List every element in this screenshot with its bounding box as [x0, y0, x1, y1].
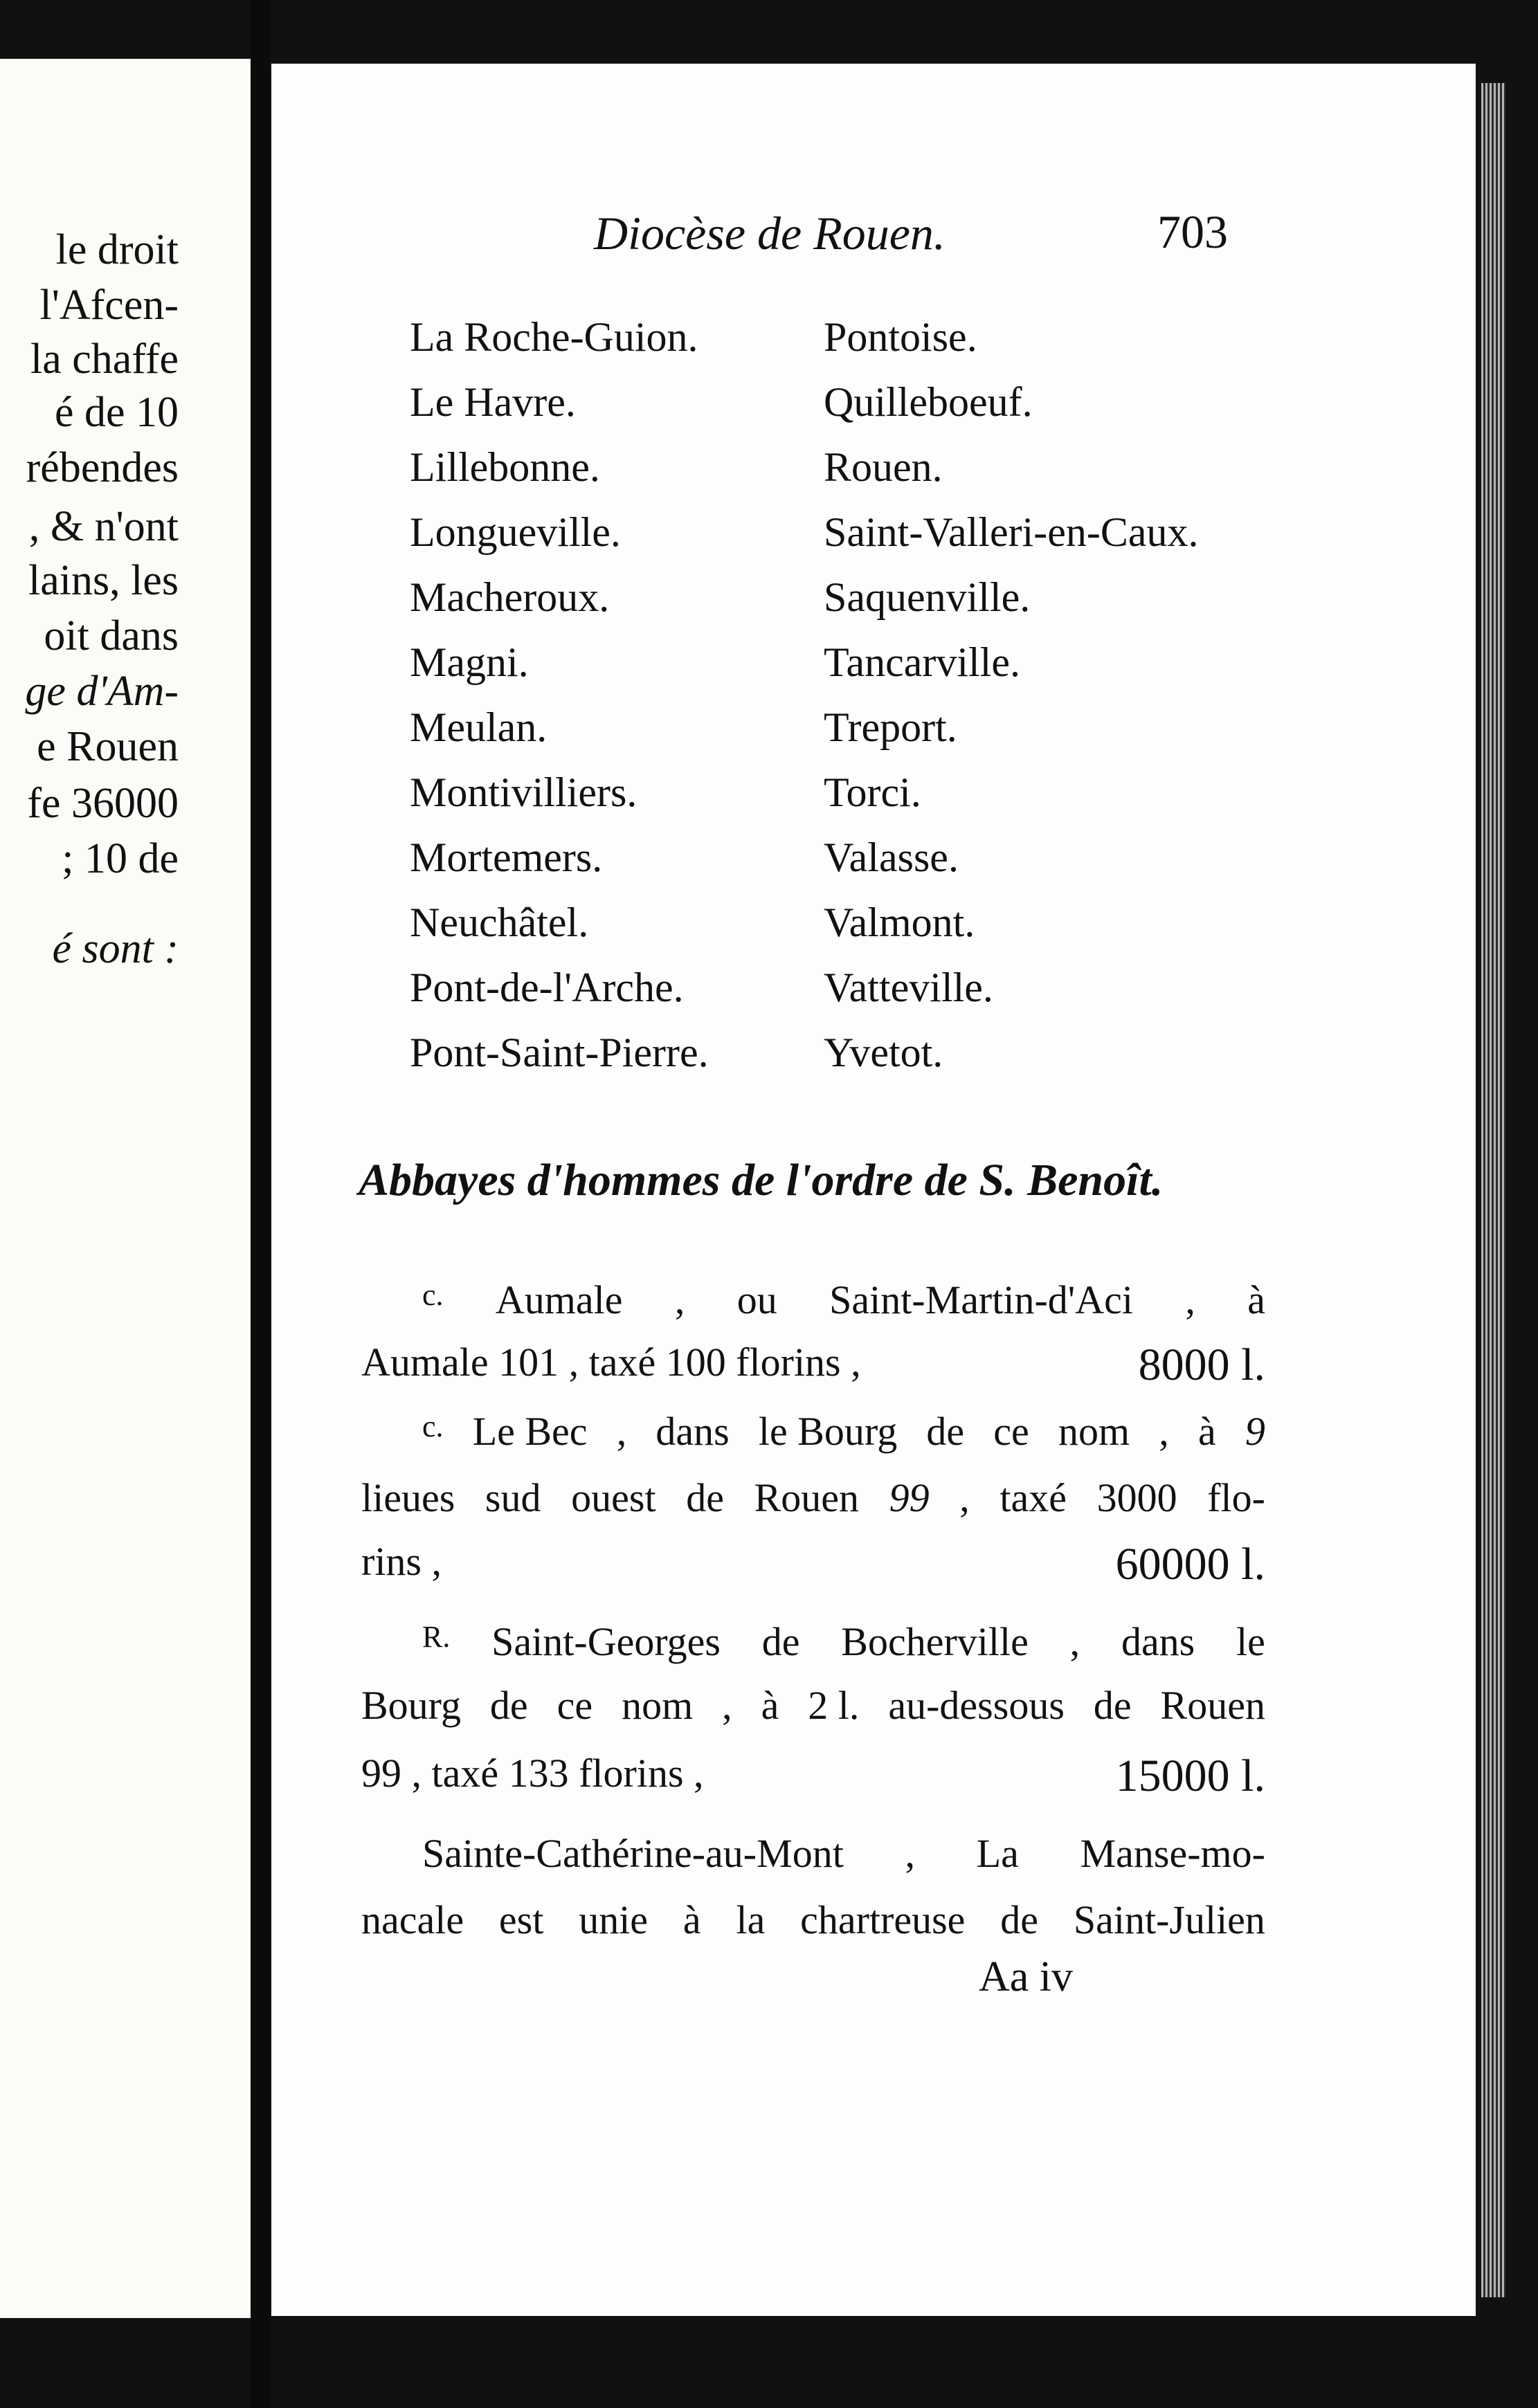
- left-page-line: e Rouen: [37, 723, 179, 770]
- book-gutter: [251, 0, 270, 2408]
- entry-word: 9: [1245, 1409, 1265, 1454]
- entry-aumale-amount: 8000 l.: [1138, 1340, 1265, 1390]
- place-name: Tancarville.: [824, 639, 1020, 685]
- entry-word: ,: [1185, 1277, 1195, 1322]
- place-name: Yvetot.: [824, 1030, 943, 1075]
- entry-word: unie: [579, 1897, 649, 1942]
- entry-word: de: [761, 1619, 800, 1664]
- place-name: Neuchâtel.: [410, 900, 589, 945]
- entry-word: ce: [557, 1683, 593, 1728]
- place-name: La Roche-Guion.: [410, 314, 698, 360]
- place-name: Saint-Valleri-en-Caux.: [824, 509, 1199, 555]
- place-name: Quilleboeuf.: [824, 379, 1033, 425]
- entry-word: ,: [1069, 1619, 1080, 1664]
- left-page-fragment: [0, 59, 251, 2318]
- entry-word: Bourg: [361, 1683, 461, 1728]
- entry-word: Bocherville: [841, 1619, 1029, 1664]
- entry-word: de: [1000, 1897, 1039, 1942]
- entry-aumale-line-2: [361, 1342, 1265, 1388]
- places-column-left: [410, 304, 709, 1085]
- entry-word: de: [686, 1475, 724, 1520]
- entry-aumale-line-1: [361, 1277, 1265, 1322]
- place-name: Le Havre.: [410, 379, 576, 425]
- left-page-line: rébendes: [26, 444, 179, 491]
- entry-word: Saint-Martin-d'Aci: [829, 1277, 1133, 1322]
- entry-word: Saint-Georges: [491, 1619, 721, 1664]
- entry-word: la: [736, 1897, 766, 1942]
- entry-word: Saint-Julien: [1073, 1897, 1265, 1942]
- entry-word: à: [1247, 1277, 1265, 1322]
- entry-saint-georges-line-2: [361, 1683, 1265, 1728]
- entry-word: ,: [905, 1831, 916, 1876]
- place-name: Mortemers.: [410, 834, 603, 880]
- left-page-line: fe 36000: [27, 780, 179, 827]
- entry-word: dans: [655, 1409, 730, 1454]
- entry-sainte-catherine-line-1: [361, 1831, 1265, 1876]
- entry-le-bec-text: rins ,: [361, 1539, 442, 1584]
- place-name: Valasse.: [824, 834, 959, 880]
- entry-aumale-text: Aumale 101 , taxé 100 florins ,: [361, 1340, 861, 1385]
- places-column-right: [824, 304, 1199, 1085]
- place-name: Montivilliers.: [410, 769, 637, 815]
- place-name: Saquenville.: [824, 574, 1031, 620]
- entry-word: flo-: [1207, 1475, 1265, 1520]
- place-name: Rouen.: [824, 444, 943, 490]
- entry-le-bec-line-3: [361, 1539, 1265, 1589]
- place-name: Treport.: [824, 704, 957, 750]
- entry-word: au-dessous: [888, 1683, 1065, 1728]
- place-name: Torci.: [824, 769, 921, 815]
- entry-word: ,: [616, 1409, 627, 1454]
- left-page-line: lains, les: [28, 557, 179, 604]
- entry-word: nom: [1058, 1409, 1130, 1454]
- page-number: 703: [1157, 206, 1228, 258]
- place-name: Magni.: [410, 639, 529, 685]
- place-name: Meulan.: [410, 704, 548, 750]
- running-header-title: Diocèse de Rouen.: [594, 207, 946, 259]
- entry-word: ouest: [571, 1475, 656, 1520]
- entry-saint-georges-amount: 15000 l.: [1115, 1751, 1265, 1801]
- entry-word: de: [1093, 1683, 1132, 1728]
- entry-word: lieues: [361, 1475, 455, 1520]
- place-name: Pont-Saint-Pierre.: [410, 1030, 709, 1075]
- left-page-line: l'Afcen-: [39, 282, 179, 329]
- entry-word: 3000: [1096, 1475, 1177, 1520]
- section-heading: Abbayes d'hommes de l'ordre de S. Benoît.: [359, 1155, 1164, 1205]
- entry-word: taxé: [999, 1475, 1067, 1520]
- entry-word: R.: [422, 1620, 451, 1654]
- entry-le-bec-line-2: [361, 1475, 1265, 1520]
- entry-word: dans: [1121, 1619, 1195, 1664]
- entry-le-bec-amount: 60000 l.: [1115, 1539, 1265, 1589]
- entry-word: le Bourg: [758, 1409, 898, 1454]
- entry-word: ou: [736, 1277, 777, 1322]
- place-name: Lillebonne.: [410, 444, 600, 490]
- entry-word: c.: [422, 1410, 444, 1443]
- entry-word: ,: [674, 1277, 685, 1322]
- left-page-line: le droit: [55, 226, 179, 273]
- signature-mark: Aa iv: [979, 1953, 1074, 2000]
- entry-word: chartreuse: [800, 1897, 966, 1942]
- left-page-line: ; 10 de: [62, 835, 179, 882]
- entry-word: Rouen: [754, 1475, 859, 1520]
- left-page-line: oit dans: [44, 612, 179, 659]
- entry-saint-georges-text: 99 , taxé 133 florins ,: [361, 1751, 704, 1796]
- entry-saint-georges-line-3: [361, 1753, 1265, 1799]
- entry-word: Le Bec: [472, 1409, 588, 1454]
- entry-word: ,: [959, 1475, 970, 1520]
- entry-word: nom: [622, 1683, 694, 1728]
- entry-word: de: [926, 1409, 965, 1454]
- entry-word: sud: [485, 1475, 541, 1520]
- entry-sainte-catherine-line-2: [361, 1897, 1265, 1942]
- entry-word: Manse-mo-: [1080, 1831, 1265, 1876]
- entry-word: le: [1236, 1619, 1265, 1664]
- left-page-line: , & n'ont: [28, 503, 179, 550]
- left-page-line: é de 10: [54, 389, 179, 436]
- entry-word: Aumale: [495, 1277, 623, 1322]
- entry-le-bec-line-1: [361, 1409, 1265, 1454]
- left-page-line: ge d'Am-: [25, 668, 179, 715]
- entry-word: c.: [422, 1278, 444, 1312]
- entry-word: ce: [993, 1409, 1029, 1454]
- entry-word: ,: [722, 1683, 732, 1728]
- entry-saint-georges-line-1: [361, 1619, 1265, 1664]
- entry-word: à: [1197, 1409, 1216, 1454]
- place-name: Pontoise.: [824, 314, 977, 360]
- left-page-line: la chaffe: [30, 336, 179, 383]
- place-name: Macheroux.: [410, 574, 610, 620]
- entry-word: à: [682, 1897, 701, 1942]
- place-name: Pont-de-l'Arche.: [410, 965, 684, 1010]
- place-name: Vatteville.: [824, 965, 993, 1010]
- left-page-line: é sont :: [52, 925, 179, 972]
- page-edge: [1481, 83, 1505, 2297]
- entry-word: Rouen: [1160, 1683, 1265, 1728]
- entry-word: Sainte-Cathérine-au-Mont: [422, 1831, 844, 1876]
- entry-word: est: [498, 1897, 544, 1942]
- entry-word: à: [761, 1683, 779, 1728]
- entry-word: La: [976, 1831, 1019, 1876]
- entry-word: 2 l.: [808, 1683, 860, 1728]
- entry-word: nacale: [361, 1897, 464, 1942]
- place-name: Longueville.: [410, 509, 621, 555]
- entry-word: 99: [889, 1475, 930, 1520]
- place-name: Valmont.: [824, 900, 975, 945]
- entry-word: ,: [1159, 1409, 1169, 1454]
- entry-word: de: [489, 1683, 528, 1728]
